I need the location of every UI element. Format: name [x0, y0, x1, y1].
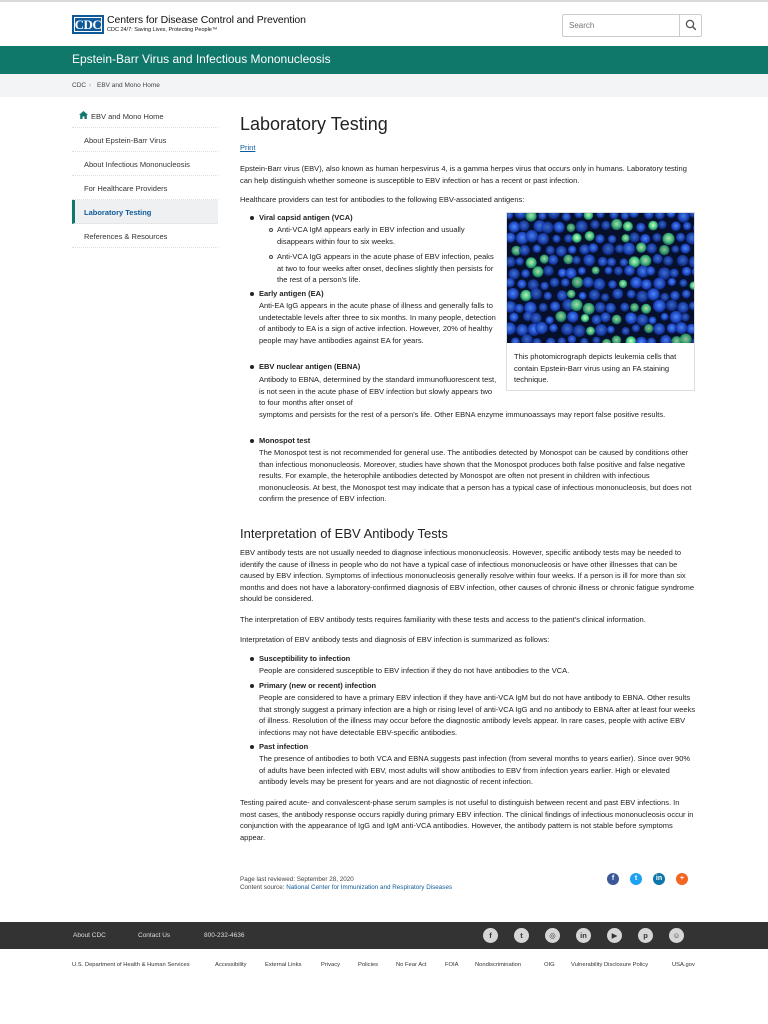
subfooter-link[interactable]: External Links [265, 962, 302, 968]
sidebar-item-laboratory-testing[interactable] [72, 200, 218, 224]
sidebar-item-label: About Infectious Mononucleosis [84, 160, 190, 169]
infected-cell [623, 221, 633, 231]
infected-cell [630, 303, 639, 312]
cell [679, 279, 687, 287]
site-title[interactable]: Epstein-Barr Virus and Infectious Mononucleosis [72, 52, 331, 66]
vca-igm-text: Anti-VCA IgM appears early in EBV infection and usually disappears within four to six weeks. [277, 225, 465, 246]
infected-cell [644, 324, 653, 333]
print-link[interactable]: Print [240, 143, 256, 152]
cell [545, 316, 553, 324]
breadcrumb-ebv-home[interactable]: EBV and Mono Home [97, 82, 160, 89]
snapchat-icon-glyph: ☺ [672, 931, 681, 940]
facebook-icon[interactable] [483, 928, 498, 943]
cell [681, 313, 690, 322]
twitter-icon[interactable] [630, 873, 642, 885]
twitter-icon[interactable] [514, 928, 529, 943]
bullet-icon [250, 439, 254, 443]
instagram-icon-glyph: ◎ [549, 931, 556, 940]
site-header [0, 2, 768, 46]
interpretation-paragraph-1: EBV antibody tests are not usually needed to diagnose infectious mononucleosis. However, specific antibody tests may be needed to identify the cause of illness in people who do not have a typical case of infectious mononucleosis or have other illnesses that can be caused by EBV infection. Symptoms of infectious mononucleosis generally resolve within four weeks. If a person is ill for more than six months and does not have a laboratory-confirmed diagnosis of EBV infection, other causes of chronic illness or chronic fatigue syndrome should be considered. [240, 548, 694, 604]
cell [614, 266, 623, 275]
cell [550, 301, 560, 311]
bullet-icon [250, 684, 254, 688]
cell [583, 277, 594, 288]
ebna-text: Antibody to EBNA, determined by the standard immunofluorescent test, is not seen in the acute phase of EBV infection but slowly appears two to four months after onset of [259, 375, 497, 408]
cell [508, 221, 520, 233]
cell [661, 313, 669, 321]
cell [552, 235, 560, 243]
interpretation-paragraph-3: Interpretation of EBV antibody tests and diagnosis of EBV infection is summarized as follows: [240, 635, 550, 644]
footer-about-cdc[interactable]: About CDC [73, 932, 106, 939]
subfooter-link[interactable]: Accessibility [215, 962, 247, 968]
subfooter-link[interactable]: U.S. Department of Health & Human Services [72, 962, 190, 968]
sidebar-item-label: About Epstein-Barr Virus [84, 136, 167, 145]
cell [519, 220, 530, 231]
vca-title: Viral capsid antigen (VCA) [259, 213, 353, 222]
search-box [562, 14, 702, 37]
cell [507, 288, 519, 300]
ebna-text-continued: symptoms and persists for the rest of a person's life. Other EBNA enzyme immunoassays may report false positive results. [259, 410, 666, 419]
cell [579, 244, 590, 255]
cell [671, 221, 681, 231]
twitter-icon-glyph: t [520, 931, 523, 940]
cell [589, 290, 600, 301]
subfooter-link[interactable]: Privacy [321, 962, 341, 968]
facebook-icon[interactable] [607, 873, 619, 885]
content-source-label: Content source: [240, 884, 287, 891]
cell [541, 222, 553, 234]
cell [663, 256, 673, 266]
sidebar-item-healthcare-providers[interactable] [72, 176, 218, 200]
cell [583, 254, 595, 266]
cell [572, 256, 581, 265]
cell [588, 243, 598, 253]
cell [624, 265, 635, 276]
cell [680, 244, 690, 254]
infected-cell [586, 327, 595, 336]
content-source-link[interactable]: National Center for Immunization and Respiratory Diseases [286, 884, 453, 891]
infected-cell [572, 277, 583, 288]
footer-phone[interactable]: 800-232-4636 [204, 932, 245, 939]
cell [677, 255, 689, 267]
cell [515, 304, 524, 313]
cell [646, 266, 656, 276]
cell [543, 266, 554, 277]
bullet-icon [250, 745, 254, 749]
cell [550, 278, 560, 288]
site-footer [0, 922, 768, 949]
circle-bullet-icon [269, 255, 273, 259]
infected-cell [641, 304, 651, 314]
cell [629, 232, 640, 243]
circle-bullet-icon [269, 228, 273, 232]
cell [595, 324, 607, 336]
facebook-icon-glyph: f [611, 875, 615, 882]
pinterest-icon-glyph: p [643, 931, 648, 940]
ea-title: Early antigen (EA) [259, 289, 324, 298]
subfooter-link[interactable]: OIG [544, 962, 555, 968]
cell [553, 222, 564, 233]
sidebar-home-label: EBV and Mono Home [91, 112, 164, 121]
cell [564, 234, 573, 243]
cell [627, 290, 636, 299]
cell [509, 313, 519, 323]
syndicate-icon-glyph: + [679, 875, 685, 882]
sidebar-item-home[interactable] [72, 104, 218, 128]
cell [604, 267, 612, 275]
cell [537, 233, 549, 245]
ea-text: Anti-EA IgG appears in the acute phase of illness and generally falls to undetectable levels after three to six months. In many people, detection of antibody to EA is a sign of active infection. However, 20% of healthy people may have antibodies against EA for years. [259, 301, 496, 345]
infected-cell [532, 266, 543, 277]
cell [636, 291, 648, 303]
linkedin-icon-glyph: in [655, 875, 663, 882]
sidebar-item-about-ebv[interactable] [72, 128, 218, 152]
infected-cell [572, 233, 582, 243]
cell [658, 220, 667, 229]
youtube-icon[interactable] [607, 928, 622, 943]
monospot-title: Monospot test [259, 436, 311, 445]
primary-infection-text: People are considered to have a primary EBV infection if they have anti-VCA IgM but do not have antibody to EBNA. Other results that strongly suggest a primary infection are a high or rising level of anti-VCA IgG and no antibody to EBNA after at least four weeks of illness. Resolution of the illness may occur before the diagnostic antibody levels appear. In rare cases, people with active EBV infections may not have detectable EBV-specific antibodies. [259, 693, 696, 737]
cell [595, 302, 606, 313]
cell [544, 292, 553, 301]
infected-cell [526, 257, 537, 268]
cell [646, 243, 657, 254]
infected-cell [659, 245, 669, 255]
cell [653, 323, 665, 335]
cell [608, 235, 617, 244]
cell [590, 220, 599, 229]
cell [521, 269, 530, 278]
primary-infection-title: Primary (new or recent) infection [259, 681, 377, 690]
sidebar-item-about-mono[interactable] [72, 152, 218, 176]
bullet-icon [250, 216, 254, 220]
infected-cell [636, 243, 646, 253]
cell [539, 303, 548, 312]
search-button[interactable] [679, 15, 701, 36]
cell [670, 269, 679, 278]
infected-cell [555, 311, 566, 322]
subfooter-link[interactable]: FOIA [445, 962, 459, 968]
infected-cell [619, 280, 627, 288]
syndicate-icon[interactable] [676, 873, 688, 885]
infected-cell [621, 234, 629, 242]
cell [601, 293, 609, 301]
cell [606, 303, 616, 313]
cell [682, 290, 691, 299]
subfooter-link[interactable]: No Fear Act [396, 962, 427, 968]
infected-cell [540, 255, 549, 264]
cell [653, 300, 666, 313]
cell [595, 234, 605, 244]
cell [625, 312, 637, 324]
cell [676, 233, 685, 242]
leukemia-cells-image[interactable] [507, 213, 694, 343]
search-icon [685, 19, 697, 31]
antigens-intro: Healthcare providers can test for antibodies to the following EBV-associated antigens: [240, 195, 525, 204]
infected-cell [662, 233, 674, 245]
infected-cell [567, 223, 576, 232]
cell [549, 324, 558, 333]
cdc-logo-mark: CDC [72, 15, 104, 34]
photomicrograph-figure [506, 212, 695, 391]
closing-paragraph: Testing paired acute- and convalescent-phase serum samples is not useful to distinguish between recent and past EBV infections. In most cases, the antibody response occurs rapidly during primary EBV infection. The clinical findings of infectious mononucleosis occur in conjunction with the appearance of IgG and IgM anti-VCA antibodies. However, the antibody pattern is not stable before symptoms appear. [240, 798, 694, 842]
subfooter-link[interactable]: USA.gov [672, 962, 695, 968]
infected-cell [567, 290, 576, 299]
interpretation-paragraph-2: The interpretation of EBV antibody tests requires familiarity with these tests and access to the patient's clinical information. [240, 615, 646, 624]
figure-caption: This photomicrograph depicts leukemia cells that contain Epstein-Barr virus using an FA staining technique. [514, 352, 677, 385]
snapchat-icon[interactable] [669, 928, 684, 943]
cell [576, 221, 588, 233]
instagram-icon[interactable] [545, 928, 560, 943]
cell [601, 221, 610, 230]
cell [607, 258, 616, 267]
cell [568, 246, 577, 255]
vca-igg-text: Anti-VCA IgG appears in the acute phase of EBV infection, peaks at two to four weeks after onset, declines slightly then persists for the rest of a person's life. [277, 252, 494, 285]
infected-cell [612, 315, 622, 325]
susceptibility-text: People are considered susceptible to EBV infection if they do not have antibodies to the VCA. [259, 666, 570, 675]
cell [600, 312, 610, 322]
cell [636, 314, 648, 326]
site-title-bar [0, 46, 768, 74]
cell [670, 291, 680, 301]
susceptibility-title: Susceptibility to infection [259, 654, 351, 663]
cell [546, 246, 555, 255]
cell [630, 277, 642, 289]
infected-cell [581, 314, 589, 322]
cell [573, 325, 586, 338]
search-input[interactable] [563, 15, 680, 36]
cell [653, 277, 665, 289]
bullet-icon [250, 365, 254, 369]
cell [623, 243, 636, 256]
intro-paragraph: Epstein-Barr virus (EBV), also known as human herpesvirus 4, is a gamma herpes virus that occurs only in humans. Laboratory testing can help distinguish whether someone is susceptible to EBV infection or has a recent or past infection. [240, 164, 687, 185]
cell [561, 323, 573, 335]
past-infection-text: The presence of antibodies to both VCA and EBNA suggests past infection (from several months to years earlier). Since over 90% of adults have been infected with EBV, most adults will show antibodies to EBV from infection years earlier. High or elevated antibody levels may be present for years and are not diagnostic of recent infection. [259, 754, 691, 787]
cell [607, 326, 615, 334]
sidebar-item-references[interactable] [72, 224, 218, 248]
sidebar-item-label: For Healthcare Providers [84, 184, 168, 193]
cell [530, 288, 542, 300]
cell [612, 289, 623, 300]
breadcrumb-cdc[interactable]: CDC [72, 82, 87, 89]
cell [598, 257, 608, 267]
infected-cell [520, 290, 531, 301]
infected-cell [583, 303, 595, 315]
bullet-icon [250, 292, 254, 296]
pinterest-icon[interactable] [638, 928, 653, 943]
cell [556, 246, 567, 257]
cell [548, 255, 558, 265]
cell [652, 233, 661, 242]
cell [620, 303, 629, 312]
cell [649, 317, 657, 325]
subfooter-link[interactable]: Policies [358, 962, 378, 968]
cell [557, 290, 568, 301]
tagline: CDC 24/7: Saving Lives, Protecting People™ [107, 27, 218, 33]
cell [517, 280, 526, 289]
cell [535, 322, 548, 335]
page-last-reviewed: Page last reviewed: September 28, 2020 [240, 876, 354, 883]
cell [671, 245, 679, 253]
cell [666, 300, 678, 312]
cells-photo-graphic [507, 213, 694, 343]
cell [602, 243, 614, 255]
infected-cell [592, 267, 600, 275]
linkedin-icon[interactable] [576, 928, 591, 943]
infected-cell [611, 219, 622, 230]
cell [516, 257, 524, 265]
youtube-icon-glyph: ▶ [611, 931, 618, 940]
cell [641, 279, 652, 290]
facebook-icon-glyph: f [489, 931, 492, 940]
cell [675, 322, 687, 334]
cell [592, 315, 602, 325]
infected-cell [640, 255, 652, 267]
cdc-logo[interactable] [72, 15, 306, 34]
infected-cell [563, 255, 573, 265]
linkedin-icon[interactable] [653, 873, 665, 885]
cell [670, 311, 683, 324]
cell [540, 282, 549, 291]
cell [567, 311, 579, 323]
interpretation-heading: Interpretation of EBV Antibody Tests [240, 526, 448, 541]
past-infection-title: Past infection [259, 742, 309, 751]
breadcrumb-separator-icon: › [89, 82, 92, 89]
footer-contact-us[interactable]: Contact Us [138, 932, 171, 939]
cell [636, 223, 646, 233]
cell [682, 267, 692, 277]
twitter-icon-glyph: t [634, 875, 638, 882]
home-icon [79, 111, 88, 119]
infected-cell [648, 221, 658, 231]
ebna-title: EBV nuclear antigen (EBNA) [259, 362, 361, 371]
linkedin-icon-glyph: in [580, 931, 587, 940]
infected-cell [585, 231, 595, 241]
cell [519, 245, 530, 256]
cell [533, 244, 542, 253]
cell [525, 230, 538, 243]
cell [620, 258, 629, 267]
subfooter-link[interactable]: Vulnerability Disclosure Policy [571, 962, 649, 968]
subfooter-link[interactable]: Nondiscrimination [475, 962, 522, 968]
cell [593, 278, 605, 290]
breadcrumb [0, 74, 768, 97]
cell [668, 278, 676, 286]
org-name: Centers for Disease Control and Prevention [107, 14, 306, 26]
sidebar-nav [72, 104, 218, 248]
cell [578, 267, 586, 275]
cell [647, 288, 660, 301]
cell [608, 280, 617, 289]
cell [653, 254, 663, 264]
cell [621, 327, 629, 335]
sidebar-item-label: Laboratory Testing [84, 208, 152, 217]
content-source [240, 884, 452, 891]
monospot-text: The Monospot test is not recommended for general use. The antibodies detected by Monospot can be caused by conditions other than infectious mononucleosis. Moreover, studies have shown that the Monospot produces both false positive and false negative results. For example, the heterophile antibodies detected by Monospot are often not present in children with infectious mononucleosis. At best, the Monospot test may indicate that a person has a typical case of infectious mononucleosis, but does not confirm the presence of EBV infection. [259, 448, 692, 504]
cell [579, 292, 587, 300]
page-title: Laboratory Testing [240, 114, 388, 134]
sidebar-item-label: References & Resources [84, 232, 168, 241]
bullet-icon [250, 657, 254, 661]
cell [632, 324, 640, 332]
cell [683, 222, 692, 231]
cell [561, 278, 570, 287]
infected-cell [571, 299, 583, 311]
